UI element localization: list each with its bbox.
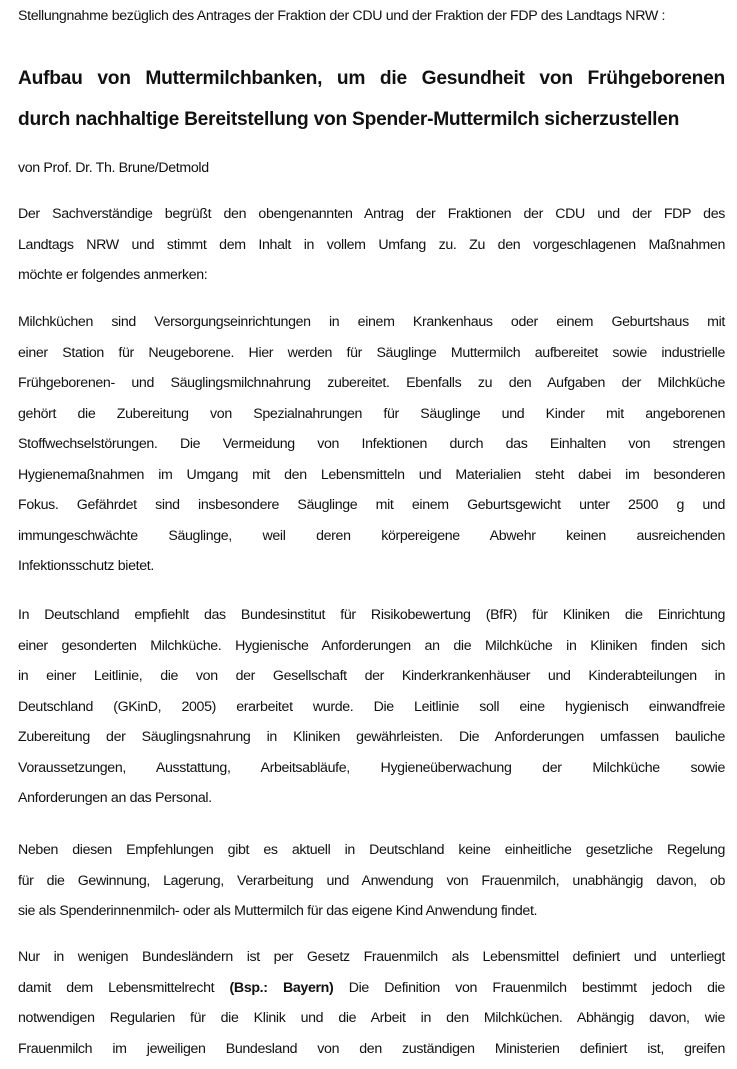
text-line: sie als Spenderinnenmilch- oder als Muttermilch für das eigene Kind Anwendung findet.	[18, 901, 725, 932]
text-line: In Deutschland empfiehlt das Bundesinstitut für Risikobewertung (BfR) für Kliniken die Einrichtung	[18, 605, 725, 636]
bold-example-bayern: (Bsp.: Bayern)	[230, 980, 334, 996]
text-line: für die Gewinnung, Lagerung, Verarbeitung und Anwendung von Frauenmilch, unabhängig davon, ob	[18, 871, 725, 902]
paragraph-bfr	[18, 605, 725, 819]
text-line: Frauenmilch im jeweiligen Bundesland von den zuständigen Ministerien definiert ist, greifen	[18, 1039, 725, 1069]
text-line: Der Sachverständige begrüßt den obengenannten Antrag der Fraktionen der CDU und der FDP des	[18, 204, 725, 235]
text-line: gehört die Zubereitung von Spezialnahrungen für Säuglinge und Kinder mit angeborenen	[18, 404, 725, 435]
paragraph-intro	[18, 204, 725, 296]
text-line: Fokus. Gefährdet sind insbesondere Säuglinge mit einem Geburtsgewicht unter 2500 g und	[18, 495, 725, 526]
text-line: einer gesonderten Milchküche. Hygienische Anforderungen an die Milchküche in Kliniken finden sich	[18, 636, 725, 667]
text-line: möchte er folgendes anmerken:	[18, 265, 725, 296]
document-title-line-2: durch nachhaltige Bereitstellung von Spender-Muttermilch sicherzustellen	[18, 109, 725, 131]
text-line: Infektionsschutz bietet.	[18, 556, 725, 587]
document-header: Stellungnahme bezüglich des Antrages der Fraktion der CDU und der Fraktion der FDP des Landtags NRW :	[18, 6, 723, 26]
document-title-line-1: Aufbau von Muttermilchbanken, um die Gesundheit von Frühgeborenen	[18, 68, 725, 90]
text-line: Milchküchen sind Versorgungseinrichtungen in einem Krankenhaus oder einem Geburtshaus mit	[18, 312, 725, 343]
text-line: Deutschland (GKinD, 2005) erarbeitet wurde. Die Leitlinie soll eine hygienisch einwandfreie	[18, 697, 725, 728]
text-segment: Die Definition von Frauenmilch bestimmt jedoch die	[333, 980, 725, 996]
text-segment: damit dem Lebensmittelrecht	[18, 980, 230, 996]
text-line: Stoffwechselstörungen. Die Vermeidung von Infektionen durch das Einhalten von strengen	[18, 434, 725, 465]
text-line: einer Station für Neugeborene. Hier werden für Säuglinge Muttermilch aufbereitet sowie industrielle	[18, 343, 725, 374]
text-line: immungeschwächte Säuglinge, weil deren körpereigene Abwehr keinen ausreichenden	[18, 526, 725, 557]
text-line: Voraussetzungen, Ausstattung, Arbeitsabläufe, Hygieneüberwachung der Milchküche sowie	[18, 758, 725, 789]
text-line: Hygienemaßnahmen im Umgang mit den Lebensmitteln und Materialien steht dabei im besonderen	[18, 465, 725, 496]
paragraph-bundeslaender	[18, 947, 725, 1069]
text-line-mixed	[18, 978, 725, 1009]
text-line: Frühgeborenen- und Säuglingsmilchnahrung zubereitet. Ebenfalls zu den Aufgaben der Milchküche	[18, 373, 725, 404]
paragraph-regelung	[18, 840, 725, 932]
text-line: Anforderungen an das Personal.	[18, 788, 725, 819]
paragraph-milchkuechen	[18, 312, 725, 587]
text-line: notwendigen Regularien für die Klinik und die Arbeit in den Milchküchen. Abhängig davon, wie	[18, 1008, 725, 1039]
text-line: Zubereitung der Säuglingsnahrung in Kliniken gewährleisten. Die Anforderungen umfassen bauliche	[18, 727, 725, 758]
text-line: Landtags NRW und stimmt dem Inhalt in vollem Umfang zu. Zu den vorgeschlagenen Maßnahmen	[18, 235, 725, 266]
text-line: in einer Leitlinie, die von der Gesellschaft der Kinderkrankenhäuser und Kinderabteilungen in	[18, 666, 725, 697]
author-line: von Prof. Dr. Th. Brune/Detmold	[18, 160, 209, 176]
text-line: Neben diesen Empfehlungen gibt es aktuell in Deutschland keine einheitliche gesetzliche Regelung	[18, 840, 725, 871]
text-line: Nur in wenigen Bundesländern ist per Gesetz Frauenmilch als Lebensmittel definiert und unterliegt	[18, 947, 725, 978]
